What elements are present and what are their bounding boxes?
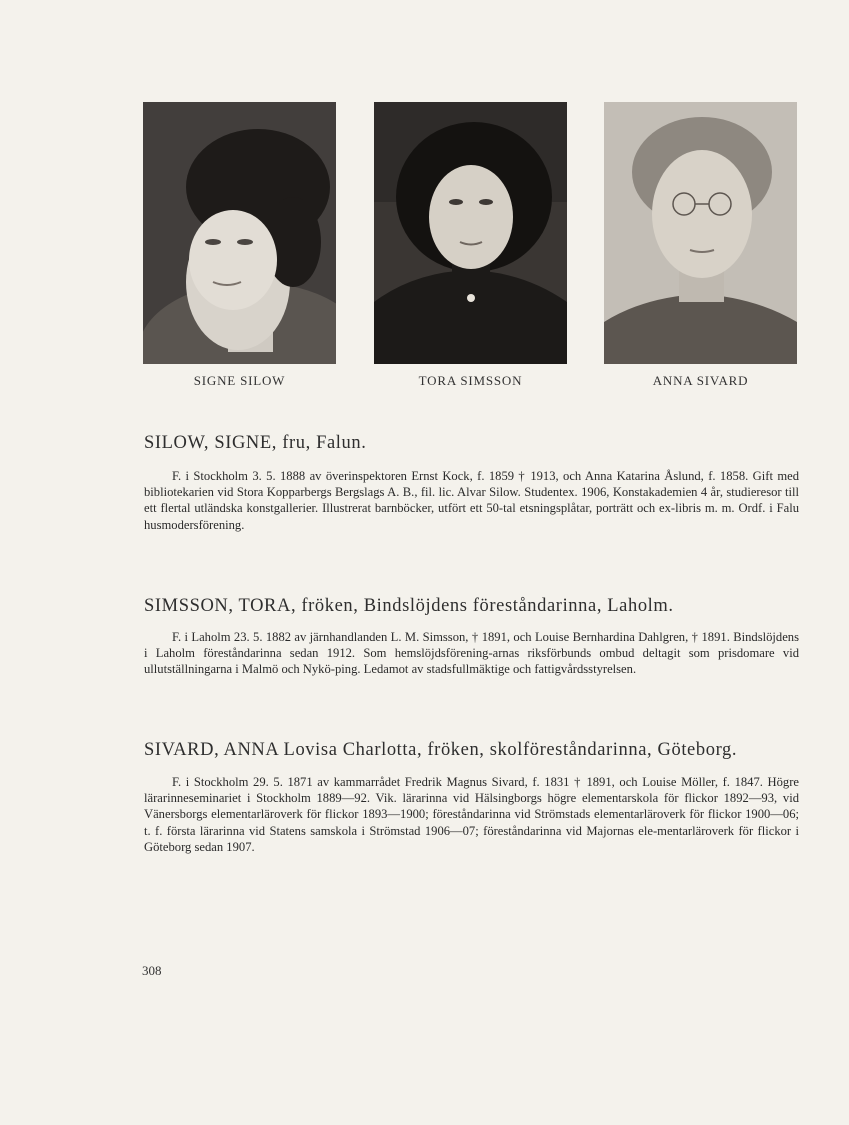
portrait-caption: ANNA SIVARD <box>652 373 749 388</box>
entry-heading-silow: SILOW, SIGNE, fru, Falun. <box>144 433 367 453</box>
portrait-caption: TORA SIMSSON <box>418 373 523 388</box>
portrait-photo <box>143 102 336 364</box>
entry-body-simsson: F. i Laholm 23. 5. 1882 av järnhandlanden L. M. Simsson, † 1891, och Louise Bernhardina Dahlgren, † 1891. Bindslöjdens i Laholm föreståndarinna sedan 1912. Som hemslöjdsförening-arnas riksförbunds ombud deltagit som prisdomare vid ullutställningarna i Malmö och Nykö-ping. Ledamot av stadsfullmäktige och fattigvårdsstyrelsen. <box>144 630 799 677</box>
entry-body-sivard: F. i Stockholm 29. 5. 1871 av kammarrådet Fredrik Magnus Sivard, f. 1831 † 1891, och Louise Möller, f. 1847. Högre lärarinneseminariet i Stockholm 1889—92. Vik. lärarinna vid Hälsingborgs högre elementarskola för flickor 1892—93, vid Vänersborgs elementarläroverk för flickor 1893—1900; föreståndarinna vid Strömstads elementarläroverk för flickor 1900—06; t. f. första lärarinna vid Statens samskola i Strömstad 1906—07; föreståndarinna vid Majornas ele-mentarläroverk för flickor i Göteborg sedan 1907. <box>144 775 799 854</box>
page-number: 308 <box>142 963 162 978</box>
portrait-tora-simsson <box>374 102 567 364</box>
portrait-caption: SIGNE SILOW <box>193 373 286 388</box>
entry-heading-simsson: SIMSSON, TORA, fröken, Bindslöjdens föreståndarinna, Laholm. <box>144 596 674 616</box>
entry-body-silow: F. i Stockholm 3. 5. 1888 av överinspektoren Ernst Kock, f. 1859 † 1913, och Anna Katarina Åslund, f. 1858. Gift med bibliotekarien vid Stora Kopparbergs Bergslags A. B., fil. lic. Alvar Silow. Studentex. 1906, Konstakademien 4 år, studieresor till ett flertal utländska konstgallerier. Illustrerat barnböcker, utfört ett 50-tal etsningsplåtar, porträtt och ex-libris m. m. Ordf. i Falu husmodersförening. <box>144 469 799 532</box>
portrait-signe-silow <box>143 102 336 364</box>
portrait-anna-sivard <box>604 102 797 364</box>
portrait-photo <box>604 102 797 364</box>
entry-heading-sivard: SIVARD, ANNA Lovisa Charlotta, fröken, skolföreståndarinna, Göteborg. <box>144 740 738 760</box>
portrait-photo <box>374 102 567 364</box>
